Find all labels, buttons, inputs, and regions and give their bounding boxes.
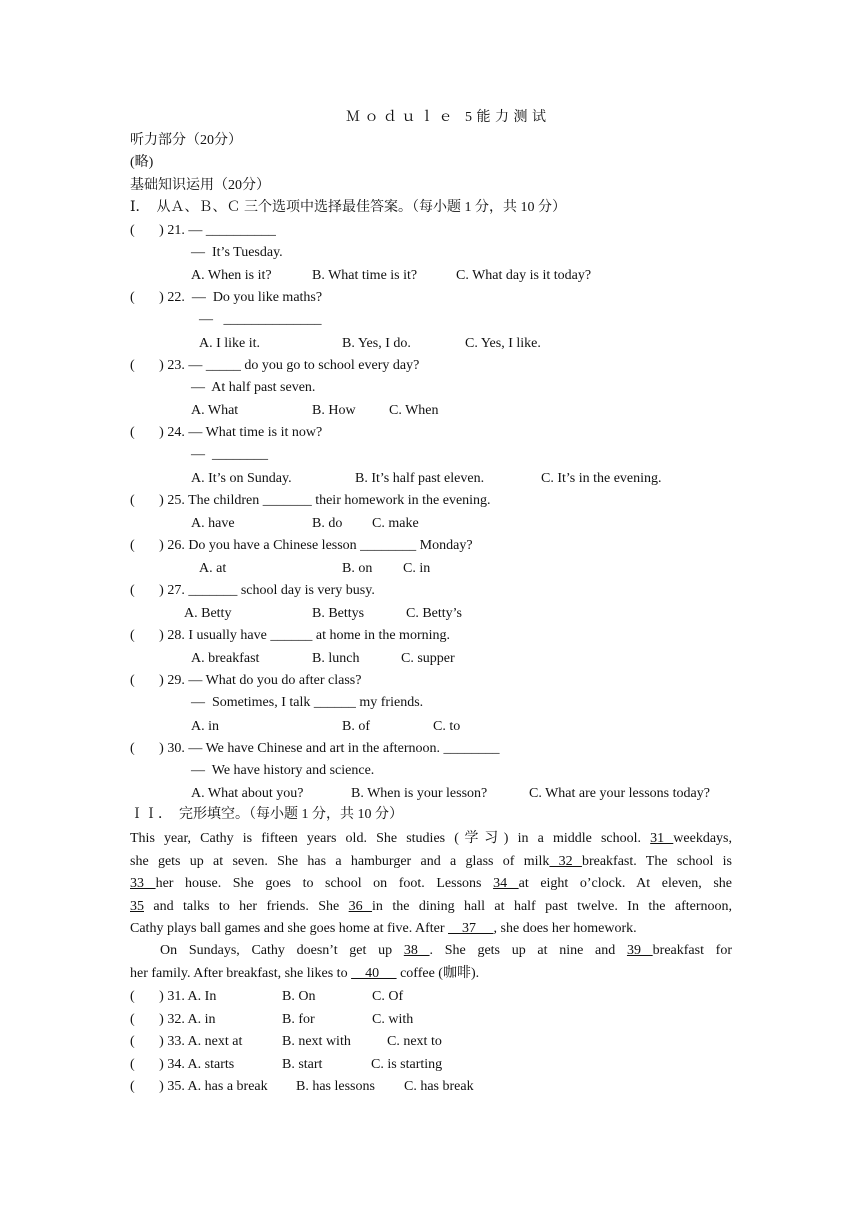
q23-option-a: A. What bbox=[191, 403, 239, 418]
listening-heading: 听力部分（20分） bbox=[130, 133, 242, 148]
cloze-31-option-c: C. Of bbox=[372, 989, 404, 1004]
q28-option-b: B. lunch bbox=[312, 651, 360, 666]
q21-option-b: B. What time is it? bbox=[312, 268, 418, 283]
cloze-33-option-c: C. next to bbox=[387, 1034, 442, 1049]
listening-omitted: (略) bbox=[130, 155, 154, 170]
cloze-35-option-b: B. has lessons bbox=[296, 1079, 375, 1094]
page-title: Ｍｏｄｕｌｅ 5能力测试 bbox=[346, 110, 551, 125]
cloze-34-option-c: C. is starting bbox=[371, 1057, 443, 1072]
q22-line2: — ______________ bbox=[199, 312, 322, 327]
cloze-33-stem: ( ) 33. A. next at bbox=[130, 1034, 243, 1049]
q24-option-b: B. It’s half past eleven. bbox=[355, 471, 485, 486]
q21-stem: ( ) 21. — __________ bbox=[130, 223, 276, 238]
section1-heading: Ⅰ． 从Ａ、Ｂ、Ｃ 三个选项中选择最佳答案。（每小题 1 分，共 10 分） bbox=[130, 200, 567, 215]
q26-option-c: C. in bbox=[403, 561, 431, 576]
passage-line: her family. After breakfast, she likes to 40 coffee (咖啡). bbox=[130, 966, 480, 981]
blank-34: 34 bbox=[493, 876, 519, 891]
q23-stem: ( ) 23. — _____ do you go to school every day? bbox=[130, 358, 420, 373]
passage-line: she gets up at seven. She has a hamburger and a glass of milk 32 breakfast. The school is bbox=[130, 854, 732, 869]
q24-line2: — ________ bbox=[191, 447, 268, 462]
passage-line: Cathy plays ball games and she goes home at five. After 37 , she does her homework. bbox=[130, 921, 637, 936]
q26-stem: ( ) 26. Do you have a Chinese lesson ________ Monday? bbox=[130, 538, 473, 553]
q27-option-a: A. Betty bbox=[184, 606, 232, 621]
q22-option-b: B. Yes, I do. bbox=[342, 336, 411, 351]
cloze-31-option-b: B. On bbox=[282, 989, 316, 1004]
q25-option-b: B. do bbox=[312, 516, 343, 531]
blank-36: 36 bbox=[348, 899, 373, 914]
q21-line2: — It’s Tuesday. bbox=[191, 245, 283, 260]
q23-option-b: B. How bbox=[312, 403, 356, 418]
blank-37: 37 bbox=[448, 921, 494, 936]
cloze-34-option-b: B. start bbox=[282, 1057, 323, 1072]
q30-line2: — We have history and science. bbox=[191, 763, 375, 778]
cloze-32-option-b: B. for bbox=[282, 1012, 315, 1027]
blank-31: 31 bbox=[650, 831, 674, 846]
q28-stem: ( ) 28. I usually have ______ at home in the morning. bbox=[130, 628, 450, 643]
q28-option-a: A. breakfast bbox=[191, 651, 260, 666]
cloze-35-stem: ( ) 35. A. has a break bbox=[130, 1079, 268, 1094]
q22-stem: ( ) 22. — Do you like maths? bbox=[130, 290, 323, 305]
q29-stem: ( ) 29. — What do you do after class? bbox=[130, 673, 362, 688]
basics-heading: 基础知识运用（20分） bbox=[130, 178, 270, 193]
q30-option-a: A. What about you? bbox=[191, 786, 304, 801]
q30-option-b: B. When is your lesson? bbox=[351, 786, 488, 801]
cloze-33-option-b: B. next with bbox=[282, 1034, 351, 1049]
cloze-34-stem: ( ) 34. A. starts bbox=[130, 1057, 235, 1072]
q25-option-a: A. have bbox=[191, 516, 235, 531]
passage-line: 33 her house. She goes to school on foot. Lessons 34 at eight o’clock. At eleven, she bbox=[130, 876, 733, 891]
cloze-35-option-c: C. has break bbox=[404, 1079, 474, 1094]
blank-35: 35 bbox=[130, 899, 144, 914]
q30-stem: ( ) 30. — We have Chinese and art in the afternoon. ________ bbox=[130, 741, 500, 756]
q28-option-c: C. supper bbox=[401, 651, 455, 666]
q25-option-c: C. make bbox=[372, 516, 419, 531]
blank-39: 39 bbox=[626, 943, 653, 958]
q22-option-a: A. I like it. bbox=[199, 336, 261, 351]
q26-option-b: B. on bbox=[342, 561, 373, 576]
q23-option-c: C. When bbox=[389, 403, 439, 418]
passage-line: 35 and talks to her friends. She 36 in the dining hall at half past twelve. In the afternoon, bbox=[130, 899, 733, 914]
passage-line: On Sundays, Cathy doesn’t get up 38 . She gets up at nine and 39 breakfast for bbox=[160, 943, 733, 958]
q21-option-a: A. When is it? bbox=[191, 268, 272, 283]
q26-option-a: A. at bbox=[199, 561, 227, 576]
q24-stem: ( ) 24. — What time is it now? bbox=[130, 425, 323, 440]
q25-stem: ( ) 25. The children _______ their homework in the evening. bbox=[130, 493, 491, 508]
q29-option-c: C. to bbox=[433, 719, 461, 734]
q27-stem: ( ) 27. _______ school day is very busy. bbox=[130, 583, 375, 598]
q29-option-b: B. of bbox=[342, 719, 370, 734]
passage-line: This year, Cathy is fifteen years old. She studies (学习) in a middle school. 31 weekdays, bbox=[130, 831, 732, 846]
cloze-31-stem: ( ) 31. A. In bbox=[130, 989, 217, 1004]
blank-40: 40 bbox=[351, 966, 397, 981]
q22-option-c: C. Yes, I like. bbox=[465, 336, 541, 351]
blank-32: 32 bbox=[549, 854, 582, 869]
q29-line2: — Sometimes, I talk ______ my friends. bbox=[191, 695, 424, 710]
q27-option-c: C. Betty’s bbox=[406, 606, 463, 621]
cloze-32-stem: ( ) 32. A. in bbox=[130, 1012, 216, 1027]
q23-line2: — At half past seven. bbox=[191, 380, 316, 395]
q24-option-a: A. It’s on Sunday. bbox=[191, 471, 292, 486]
q29-option-a: A. in bbox=[191, 719, 219, 734]
q27-option-b: B. Bettys bbox=[312, 606, 365, 621]
section2-heading: ＩＩ． 完形填空。（每小题 1 分，共 10 分） bbox=[130, 807, 403, 822]
q21-option-c: C. What day is it today? bbox=[456, 268, 592, 283]
cloze-32-option-c: C. with bbox=[372, 1012, 414, 1027]
blank-33: 33 bbox=[130, 876, 156, 891]
q30-option-c: C. What are your lessons today? bbox=[529, 786, 710, 801]
blank-38: 38 bbox=[403, 943, 430, 958]
q24-option-c: C. It’s in the evening. bbox=[541, 471, 662, 486]
